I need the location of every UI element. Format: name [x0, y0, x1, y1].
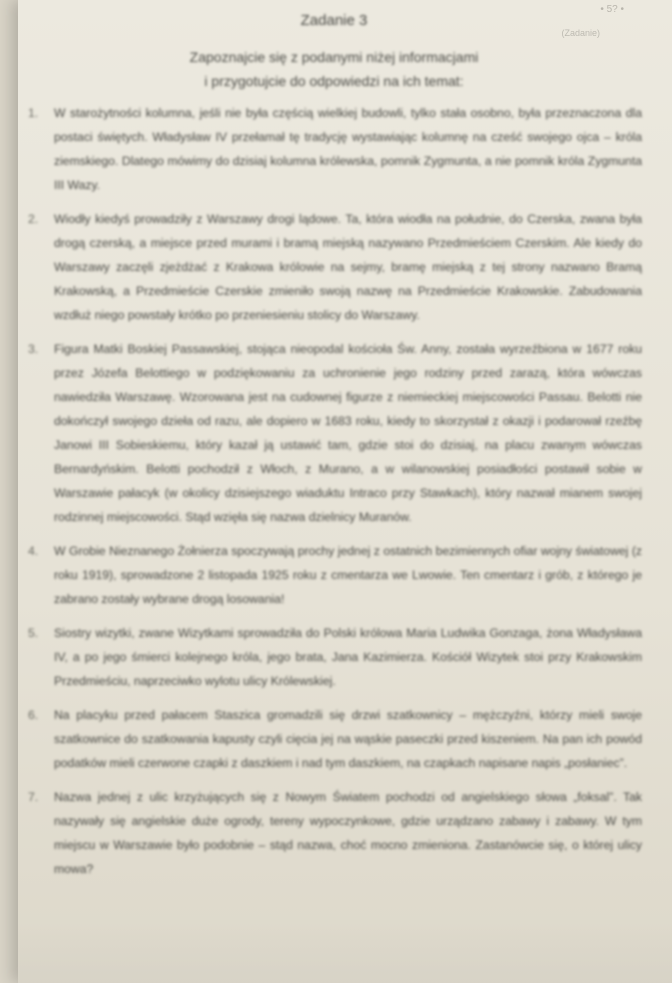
list-item — [26, 785, 642, 881]
item-number: 5. — [28, 626, 39, 640]
item-text: Wiodły kiedyś prowadziły z Warszawy drogi lądowe. Ta, która wiodła na południe, do Czerska, zwana była drogą czerską, a miejsce przed murami i bramą miejską nazywano Przedmieściem Czerskim. Ale kiedy do Warszawy zaczęli zjeżdżać z Krakowa królowie na sejmy, bramę miejską z tej strony nazwano Bramą Krakowską, a Przedmieście Czerskie zmieniło swoją nazwę na Przedmieście Krakowskie. Zabudowania wzdłuż niego powstały krótko po przeniesieniu stolicy do Warszawy. — [54, 212, 642, 322]
subtitle-line: i przygotujcie do odpowiedzi na ich temat: — [204, 73, 464, 89]
item-number: 6. — [28, 708, 39, 722]
page-bottom-shadow — [18, 923, 672, 983]
item-text: Nazwa jednej z ulic krzyżujących się z Nowym Światem pochodzi od angielskiego słowa „foksal”. Tak nazywały się angielskie duże ogrody, tereny wypoczynkowe, gdzie urządzano zabawy i zabawy. W tym miejscu w Warszawie było podobnie – stąd nazwa, choć mocno zmieniona. Zastanówcie się, o której ulicy mowa? — [54, 790, 642, 876]
item-number: 3. — [28, 342, 39, 356]
document-content — [26, 12, 642, 891]
page-title: Zadanie 3 — [300, 12, 368, 29]
item-text: Figura Matki Boskiej Passawskiej, stojąca nieopodal kościoła Św. Anny, została wyrzeźbiona w 1677 roku przez Józefa Belottiego w podziękowaniu za uchronienie jego rodziny przed zarazą, która wówczas nawiedziła Warszawę. Wzorowana jest na cudownej figurze z niemieckiej miejscowości Passau. Belotti nie dokończył swojego dzieła od razu, ale dopiero w 1683 roku, kiedy to skorzystał z okazji i podarował rzeźbę Janowi III Sobieskiemu, który kazał ją ustawić tam, gdzie stoi do dzisiaj, na placu zwanym wówczas Bernardyńskim. Belotti pochodził z Włoch, z Murano, a w wilanowskiej posiadłości postawił sobie w Warszawie pałacyk (w okolicy dzisiejszego wiaduktu Intraco przy Stawkach), który nazwał mianem swojej rodzinnej miejscowości. Stąd wzięła się nazwa dzielnicy Muranów. — [54, 342, 642, 524]
subtitle-line: Zapoznajcie się z podanymi niżej informacjami — [189, 49, 479, 65]
item-text: Na placyku przed pałacem Staszica gromadzili się drzwi szatkownicy – mężczyźni, którzy mieli swoje szatkownice do szatkowania kapusty czyli cięcia jej na wąskie paseczki przed kiszeniem. Na pan ich powód podatków mieli czerwone czapki z daszkiem i nad tym daszkiem, na czapkach napisane napis „posłaniec”. — [54, 708, 642, 770]
item-number: 1. — [28, 106, 39, 120]
list-item — [26, 703, 642, 775]
item-text: W Grobie Nieznanego Żołnierza spoczywają prochy jednej z ostatnich bezimiennych ofiar wojny światowej (z roku 1919), sprowadzone 2 listopada 1925 roku z cmentarza we Lwowie. Ten cmentarz i grób, z którego je zabrano zostały wybrane drogą losowania! — [54, 544, 642, 606]
list-item — [26, 539, 642, 611]
item-number: 2. — [28, 212, 39, 226]
list-item — [26, 207, 642, 327]
list-item — [26, 101, 642, 197]
item-number: 4. — [28, 544, 39, 558]
list-item — [26, 621, 642, 693]
list-item — [26, 337, 642, 529]
document-page — [18, 0, 672, 983]
subtitle — [26, 45, 642, 93]
page-corner-note: (Zadanie) — [561, 28, 600, 38]
item-text: Siostry wizytki, zwane Wizytkami sprowadziła do Polski królowa Maria Ludwika Gonzaga, żona Władysława IV, a po jego śmierci kolejnego króla, jego brata, Jana Kazimierza. Kościół Wizytek stoi przy Krakowskim Przedmieściu, naprzeciwko wylotu ulicy Królewskiej. — [54, 626, 642, 688]
item-number: 7. — [28, 790, 39, 804]
item-text: W starożytności kolumna, jeśli nie była częścią wielkiej budowli, tylko stała osobno, była przeznaczona dla postaci świętych. Władysław IV przełamał tę tradycję wystawiając kolumnę na cześć swojego ojca – króla ziemskiego. Dlatego mówimy do dzisiaj kolumna królewska, pomnik Zygmunta, a nie pomnik króla Zygmunta III Wazy. — [54, 106, 642, 192]
page-corner-mark: • 5? • — [600, 4, 624, 15]
